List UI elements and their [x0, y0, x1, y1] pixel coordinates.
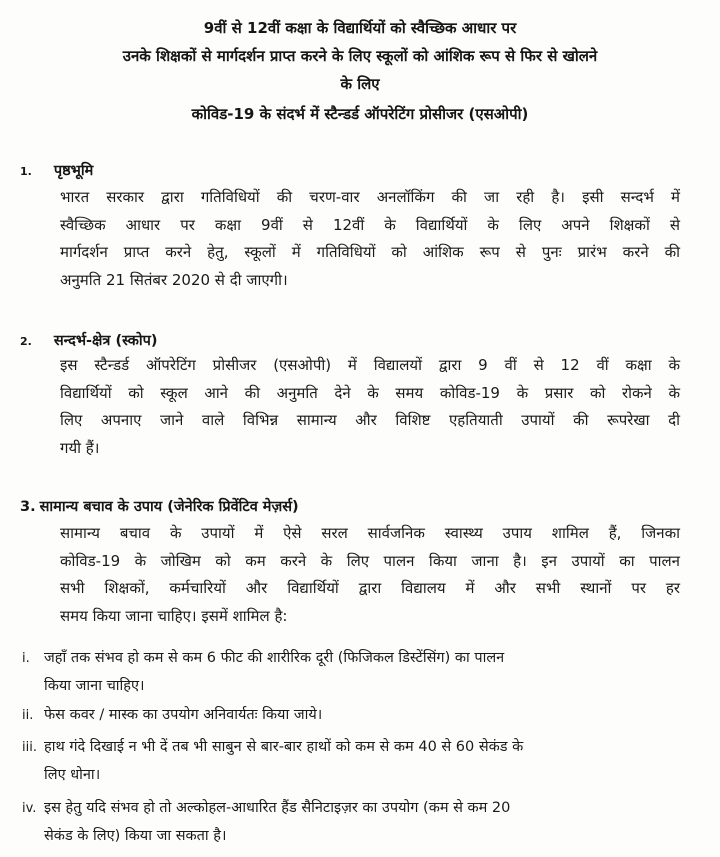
paragraph-line: समय किया जाना चाहिए। इसमें शामिल है:	[60, 606, 288, 625]
section-1-heading	[20, 160, 93, 180]
list-item-ii	[22, 701, 662, 729]
list-item-line	[22, 644, 662, 672]
list-item-i	[22, 644, 662, 700]
section-2-title: सन्दर्भ-क्षेत्र (स्कोप)	[53, 333, 158, 349]
section-3-number: 3.	[20, 499, 36, 515]
paragraph-line: मार्गदर्शन प्राप्त करने हेतु, स्कूलों में गतिविधियों को आंशिक रूप से पुनः प्रारंभ करने की	[60, 243, 680, 261]
list-item-text: हाथ गंदे दिखाई न भी दें तब भी साबुन से बार-बार हाथों को कम से कम 40 से 60 सेकंड के	[44, 739, 524, 755]
list-item-line	[22, 733, 662, 761]
section-1-paragraph	[60, 184, 680, 294]
list-item-line	[22, 701, 662, 729]
paragraph-line: अनुमति 21 सितंबर 2020 से दी जाएगी।	[60, 270, 288, 289]
paragraph-line: भारत सरकार द्वारा गतिविधियों की चरण-वार अनलॉकिंग की जा रही है। इसी सन्दर्भ में	[60, 188, 680, 206]
title-line-1: 9वीं से 12वीं कक्षा के विद्यार्थियों को स्वैच्छिक आधार पर	[203, 19, 517, 37]
paragraph-line: कोविड-19 के जोखिम को कम करने के लिए पालन किया जाना है। इन उपायों का पालन	[60, 551, 680, 570]
list-item-iv	[22, 794, 662, 850]
title-line-4: कोविड-19 के संदर्भ में स्टैन्डर्ड ऑपरेटिंग प्रोसीजर (एसओपी)	[191, 105, 529, 123]
section-3-title: सामान्य बचाव के उपाय (जेनेरिक प्रिवेंटिव मेज़र्स)	[39, 499, 299, 515]
section-2-paragraph	[60, 352, 680, 462]
list-item-line	[22, 794, 662, 822]
paragraph-line: सामान्य बचाव के उपायों में ऐसे सरल सार्वजनिक स्वास्थ्य उपाय शामिल हैं, जिनका	[60, 524, 680, 542]
section-2-number: 2.	[20, 335, 32, 348]
list-item-text: फेस कवर / मास्क का उपयोग अनिवार्यतः किया जाये।	[44, 707, 323, 723]
list-item-text: जहाँ तक संभव हो कम से कम 6 फीट की शारीरिक दूरी (फिजिकल डिस्टेंसिंग) का पालन	[44, 650, 505, 666]
section-1-title: पृष्ठभूमि	[53, 163, 94, 179]
list-marker: iv.	[22, 801, 37, 816]
list-marker: i.	[22, 651, 30, 666]
section-3-heading	[20, 496, 299, 516]
section-2-heading	[20, 330, 158, 350]
section-1-number: 1.	[20, 165, 32, 178]
paragraph-line: गयी हैं।	[60, 438, 100, 457]
list-item-text: इस हेतु यदि संभव हो तो अल्कोहल-आधारित हैंड सैनिटाइज़र का उपयोग (कम से कम 20	[44, 800, 511, 816]
paragraph-line: इस स्टैन्डर्ड ऑपरेटिंग प्रोसीजर (एसओपी) में विद्यालयों द्वारा 9 वीं से 12 वीं कक्षा के	[60, 356, 680, 374]
paragraph-line: सभी शिक्षकों, कर्मचारियों और विद्यार्थियों द्वारा विद्यालय में और सभी स्थानों पर हर	[60, 579, 680, 597]
list-item-text: किया जाना चाहिए।	[44, 678, 145, 694]
list-marker: ii.	[22, 708, 34, 723]
list-marker: iii.	[22, 740, 37, 755]
list-item-iii	[22, 733, 662, 789]
list-item-text: लिए धोना।	[44, 767, 101, 783]
paragraph-line: स्वैच्छिक आधार पर कक्षा 9वीं से 12वीं के विद्यार्थियों के लिए अपने शिक्षकों से	[60, 215, 680, 234]
paragraph-line: लिए अपनाए जाने वाले विभिन्न सामान्य और विशिष्ट एहतियाती उपायों की रूपरेखा दी	[60, 411, 680, 429]
title-line-3: के लिए	[340, 75, 380, 93]
paragraph-line: विद्यार्थियों को स्कूल आने की अनुमति देने के समय कोविड-19 के प्रसार को रोकने के	[60, 383, 680, 402]
section-3-paragraph	[60, 520, 680, 630]
title-line-2: उनके शिक्षकों से मार्गदर्शन प्राप्त करने के लिए स्कूलों को आंशिक रूप से फिर से खोलने	[122, 47, 598, 65]
list-item-text: सेकंड के लिए) किया जा सकता है।	[44, 828, 227, 844]
